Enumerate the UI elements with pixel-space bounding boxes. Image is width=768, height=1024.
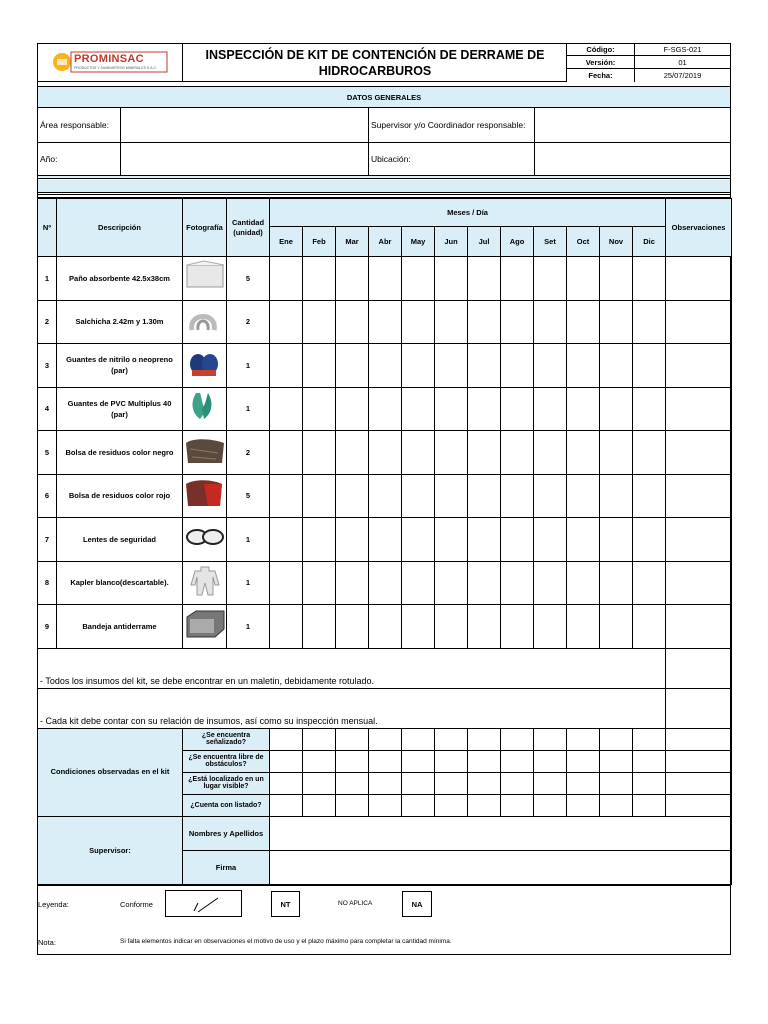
item-description: Guantes de PVC Multiplus 40 (par) [57,387,183,431]
month-header: Mar [336,227,369,257]
month-check-cell[interactable] [270,257,303,301]
month-check-cell[interactable] [270,387,303,431]
col-photo: Fotografía [183,199,227,257]
month-check-cell[interactable] [369,257,402,301]
table-row [38,257,732,301]
nitrile-gloves-icon [184,346,226,380]
month-check-cell[interactable] [369,431,402,475]
month-check-cell[interactable] [270,518,303,562]
month-check-cell[interactable] [633,561,666,605]
item-number: 9 [38,605,57,649]
month-check-cell[interactable] [468,474,501,518]
condition-check-cell[interactable] [336,728,369,750]
month-check-cell[interactable] [270,605,303,649]
observation-cell[interactable] [666,431,732,475]
condition-check-cell[interactable] [534,772,567,794]
item-quantity: 1 [227,387,270,431]
month-check-cell[interactable] [270,474,303,518]
observation-cell[interactable] [666,518,732,562]
month-check-cell[interactable] [468,300,501,344]
condition-check-cell[interactable] [336,750,369,772]
month-check-cell[interactable] [600,257,633,301]
absorbent-pad-icon [184,259,226,293]
month-check-cell[interactable] [435,474,468,518]
condition-check-cell[interactable] [633,728,666,750]
col-months: Meses / Día [270,199,666,227]
item-description: Salchicha 2.42m y 1.30m [57,300,183,344]
month-check-cell[interactable] [336,344,369,388]
table-row [38,431,732,475]
condition-check-cell[interactable] [501,772,534,794]
condition-observation-cell[interactable] [666,772,732,794]
spill-tray-icon [184,607,226,641]
meta-label: Versión: [567,56,635,69]
item-quantity: 1 [227,561,270,605]
month-check-cell[interactable] [435,561,468,605]
month-check-cell[interactable] [534,300,567,344]
table-row [38,300,732,344]
item-quantity: 2 [227,300,270,344]
item-number: 7 [38,518,57,562]
item-number: 1 [38,257,57,301]
condition-question: ¿Se encuentra señalizado? [183,728,270,750]
month-header: Oct [567,227,600,257]
month-check-cell[interactable] [402,344,435,388]
month-header: Dic [633,227,666,257]
item-quantity: 5 [227,474,270,518]
condition-question: ¿Cuenta con listado? [183,794,270,816]
month-check-cell[interactable] [303,431,336,475]
month-check-cell[interactable] [435,518,468,562]
month-header: Ago [501,227,534,257]
item-number: 6 [38,474,57,518]
condition-check-cell[interactable] [468,772,501,794]
month-check-cell[interactable] [600,561,633,605]
observation-cell[interactable] [666,257,732,301]
legend-conforme-box [165,890,242,917]
col-observations: Observaciones [666,199,732,257]
item-description: Lentes de seguridad [57,518,183,562]
month-check-cell[interactable] [567,300,600,344]
condition-check-cell[interactable] [600,728,633,750]
note-text: Si falta elementos indicar en observaciones el motivo de uso y el plazo máximo para completar la cantidad mínima. [120,938,452,945]
month-check-cell[interactable] [435,257,468,301]
month-check-cell[interactable] [501,518,534,562]
condition-check-cell[interactable] [633,772,666,794]
checkmark-icon [166,891,241,916]
table-row [38,344,732,388]
month-header: Jun [435,227,468,257]
location-field[interactable] [534,143,730,176]
condition-check-cell[interactable] [303,750,336,772]
supervisor-row [38,816,732,850]
condition-check-cell[interactable] [435,750,468,772]
month-check-cell[interactable] [468,431,501,475]
month-check-cell[interactable] [270,431,303,475]
month-check-cell[interactable] [303,561,336,605]
month-check-cell[interactable] [633,605,666,649]
condition-check-cell[interactable] [303,794,336,816]
condition-check-cell[interactable] [369,728,402,750]
legend-na-box: NA [402,891,432,917]
month-check-cell[interactable] [369,561,402,605]
items-table [37,198,732,885]
legend-conforme-label: Conforme [120,900,153,909]
form-title: INSPECCIÓN DE KIT DE CONTENCIÓN DE DERRAME DE HIDROCARBUROS [183,44,567,82]
red-bag-icon [184,476,226,510]
year-field[interactable] [120,143,368,176]
month-check-cell[interactable] [435,344,468,388]
condition-check-cell[interactable] [534,794,567,816]
item-photo [183,605,227,649]
month-check-cell[interactable] [468,561,501,605]
condition-check-cell[interactable] [468,794,501,816]
month-header: Set [534,227,567,257]
safety-glasses-icon [184,520,226,554]
spacer-band [38,180,730,193]
item-quantity: 5 [227,257,270,301]
note-label: Nota: [38,938,56,947]
month-check-cell[interactable] [303,474,336,518]
note-observation-cell[interactable] [666,648,732,688]
condition-check-cell[interactable] [270,728,303,750]
form-meta [566,44,730,82]
month-check-cell[interactable] [369,344,402,388]
item-number: 2 [38,300,57,344]
month-check-cell[interactable] [303,518,336,562]
month-check-cell[interactable] [501,561,534,605]
col-quantity: Cantidad (unidad) [227,199,270,257]
month-check-cell[interactable] [567,474,600,518]
month-check-cell[interactable] [501,344,534,388]
table-row [38,561,732,605]
month-check-cell[interactable] [534,257,567,301]
item-photo [183,387,227,431]
month-check-cell[interactable] [303,387,336,431]
month-check-cell[interactable] [600,518,633,562]
month-check-cell[interactable] [633,387,666,431]
supervisor-signature-label: Firma [183,850,270,884]
table-row [38,605,732,649]
table-row [38,518,732,562]
item-quantity: 1 [227,605,270,649]
item-photo [183,561,227,605]
month-check-cell[interactable] [501,431,534,475]
condition-check-cell[interactable] [600,794,633,816]
item-photo [183,257,227,301]
month-check-cell[interactable] [501,605,534,649]
black-bag-icon [184,433,226,467]
item-number: 3 [38,344,57,388]
condition-row [38,728,732,750]
month-check-cell[interactable] [534,431,567,475]
month-check-cell[interactable] [435,387,468,431]
month-check-cell[interactable] [633,518,666,562]
condition-check-cell[interactable] [501,728,534,750]
month-check-cell[interactable] [567,561,600,605]
month-check-cell[interactable] [468,257,501,301]
condition-check-cell[interactable] [600,772,633,794]
month-check-cell[interactable] [501,474,534,518]
month-header: May [402,227,435,257]
month-check-cell[interactable] [534,605,567,649]
legend-area [38,885,730,955]
item-quantity: 2 [227,431,270,475]
month-header: Jul [468,227,501,257]
meta-label: Fecha: [567,69,635,82]
condition-observation-cell[interactable] [666,794,732,816]
month-check-cell[interactable] [567,518,600,562]
condition-check-cell[interactable] [369,750,402,772]
month-check-cell[interactable] [468,605,501,649]
condition-check-cell[interactable] [435,772,468,794]
area-field[interactable] [120,108,368,143]
month-check-cell[interactable] [534,387,567,431]
col-description: Descripción [57,199,183,257]
month-header: Ene [270,227,303,257]
supervisor-section-label: Supervisor: [38,816,183,884]
supervisor-name-field[interactable] [270,816,732,850]
condition-check-cell[interactable] [468,750,501,772]
condition-check-cell[interactable] [435,794,468,816]
month-check-cell[interactable] [435,300,468,344]
month-check-cell[interactable] [402,431,435,475]
month-check-cell[interactable] [468,518,501,562]
month-check-cell[interactable] [336,605,369,649]
month-check-cell[interactable] [336,474,369,518]
condition-check-cell[interactable] [270,794,303,816]
month-check-cell[interactable] [402,605,435,649]
month-check-cell[interactable] [468,387,501,431]
observation-cell[interactable] [666,344,732,388]
spacer-band [38,176,730,179]
legend-no-aplica-label: NO APLICA [338,900,373,907]
month-check-cell[interactable] [534,518,567,562]
section-general-title: DATOS GENERALES [38,86,730,108]
month-check-cell[interactable] [468,344,501,388]
month-check-cell[interactable] [336,300,369,344]
month-check-cell[interactable] [534,474,567,518]
condition-check-cell[interactable] [402,728,435,750]
meta-value-code: F-SGS-021 [635,44,731,56]
condition-check-cell[interactable] [303,772,336,794]
condition-check-cell[interactable] [501,794,534,816]
month-check-cell[interactable] [600,344,633,388]
month-check-cell[interactable] [633,257,666,301]
month-check-cell[interactable] [567,344,600,388]
month-check-cell[interactable] [402,518,435,562]
month-check-cell[interactable] [336,257,369,301]
observation-cell[interactable] [666,605,732,649]
observation-cell[interactable] [666,561,732,605]
month-check-cell[interactable] [402,300,435,344]
month-check-cell[interactable] [402,257,435,301]
month-check-cell[interactable] [270,300,303,344]
month-check-cell[interactable] [600,605,633,649]
condition-check-cell[interactable] [600,750,633,772]
condition-check-cell[interactable] [270,772,303,794]
month-check-cell[interactable] [369,518,402,562]
item-number: 5 [38,431,57,475]
meta-value-date: 25/07/2019 [635,69,731,82]
month-check-cell[interactable] [402,474,435,518]
month-check-cell[interactable] [600,431,633,475]
inspection-form [37,43,731,955]
item-photo [183,431,227,475]
kit-note: - Cada kit debe contar con su relación de insumos, así como su inspección mensual. [38,688,666,728]
item-photo [183,300,227,344]
conditions-label: Condiciones observadas en el kit [38,728,183,816]
condition-check-cell[interactable] [567,794,600,816]
month-check-cell[interactable] [567,257,600,301]
observation-cell[interactable] [666,474,732,518]
month-check-cell[interactable] [435,431,468,475]
condition-check-cell[interactable] [468,728,501,750]
observation-cell[interactable] [666,387,732,431]
month-check-cell[interactable] [567,605,600,649]
month-check-cell[interactable] [633,474,666,518]
item-quantity: 1 [227,344,270,388]
item-photo [183,344,227,388]
condition-check-cell[interactable] [534,750,567,772]
note-row [38,648,732,688]
absorbent-sock-icon [184,302,226,336]
condition-check-cell[interactable] [534,728,567,750]
condition-check-cell[interactable] [633,794,666,816]
meta-label: Código: [567,44,635,56]
item-quantity: 1 [227,518,270,562]
table-row [38,474,732,518]
month-check-cell[interactable] [303,344,336,388]
kit-note: - Todos los insumos del kit, se debe encontrar en un maletin, debidamente rotulado. [38,648,666,688]
item-description: Kapler blanco(descartable). [57,561,183,605]
month-check-cell[interactable] [303,257,336,301]
logo-text: PROMINSAC [74,53,144,65]
condition-check-cell[interactable] [369,794,402,816]
month-check-cell[interactable] [303,300,336,344]
note-row [38,688,732,728]
month-check-cell[interactable] [501,387,534,431]
month-check-cell[interactable] [534,561,567,605]
condition-check-cell[interactable] [402,794,435,816]
pvc-gloves-icon [184,389,226,423]
month-check-cell[interactable] [369,300,402,344]
condition-check-cell[interactable] [633,750,666,772]
condition-check-cell[interactable] [369,772,402,794]
supervisor-signature-field[interactable] [270,850,732,884]
month-check-cell[interactable] [402,561,435,605]
item-photo [183,474,227,518]
condition-check-cell[interactable] [402,750,435,772]
condition-check-cell[interactable] [435,728,468,750]
month-check-cell[interactable] [369,605,402,649]
month-check-cell[interactable] [633,344,666,388]
month-check-cell[interactable] [270,344,303,388]
month-check-cell[interactable] [633,300,666,344]
condition-check-cell[interactable] [270,750,303,772]
item-description: Guantes de nitrilo o neopreno (par) [57,344,183,388]
condition-check-cell[interactable] [567,772,600,794]
logo-cell [38,44,183,82]
logo-tagline: PRODUCTOS Y SUMINISTROS MINERALES S.A.C. [74,66,158,70]
item-description: Bolsa de residuos color negro [57,431,183,475]
col-no: Nº [38,199,57,257]
month-check-cell[interactable] [501,257,534,301]
condition-observation-cell[interactable] [666,728,732,750]
month-check-cell[interactable] [567,431,600,475]
condition-check-cell[interactable] [567,728,600,750]
item-number: 4 [38,387,57,431]
supervisor-name-label: Nombres y Apellidos [183,816,270,850]
year-label: Año: [38,143,120,176]
month-check-cell[interactable] [402,387,435,431]
month-check-cell[interactable] [600,474,633,518]
month-header: Feb [303,227,336,257]
month-check-cell[interactable] [336,387,369,431]
item-number: 8 [38,561,57,605]
month-check-cell[interactable] [567,387,600,431]
condition-observation-cell[interactable] [666,750,732,772]
area-label: Área responsable: [38,108,120,143]
note-observation-cell[interactable] [666,688,732,728]
month-check-cell[interactable] [270,561,303,605]
observation-cell[interactable] [666,300,732,344]
month-check-cell[interactable] [369,474,402,518]
month-check-cell[interactable] [435,605,468,649]
month-check-cell[interactable] [336,561,369,605]
meta-value-version: 01 [635,56,731,69]
legend-label: Leyenda: [38,900,69,909]
month-check-cell[interactable] [534,344,567,388]
month-check-cell[interactable] [303,605,336,649]
table-row [38,387,732,431]
condition-question: ¿Está localizado en un lugar visible? [183,772,270,794]
condition-check-cell[interactable] [336,772,369,794]
month-check-cell[interactable] [369,387,402,431]
month-check-cell[interactable] [600,387,633,431]
item-description: Paño absorbente 42.5x38cm [57,257,183,301]
month-check-cell[interactable] [336,431,369,475]
condition-check-cell[interactable] [402,772,435,794]
month-header: Abr [369,227,402,257]
month-check-cell[interactable] [600,300,633,344]
item-description: Bolsa de residuos color rojo [57,474,183,518]
month-check-cell[interactable] [501,300,534,344]
supervisor-label: Supervisor y/o Coordinador responsable: [368,108,534,143]
legend-nt-box: NT [271,891,300,917]
condition-question: ¿Se encuentra libre de obstáculos? [183,750,270,772]
supervisor-field[interactable] [534,108,730,143]
condition-check-cell[interactable] [501,750,534,772]
coverall-icon [184,563,226,597]
month-header: Nov [600,227,633,257]
location-label: Ubicación: [368,143,534,176]
item-photo [183,518,227,562]
month-check-cell[interactable] [633,431,666,475]
item-description: Bandeja antiderrame [57,605,183,649]
condition-check-cell[interactable] [303,728,336,750]
condition-check-cell[interactable] [336,794,369,816]
condition-check-cell[interactable] [567,750,600,772]
month-check-cell[interactable] [336,518,369,562]
